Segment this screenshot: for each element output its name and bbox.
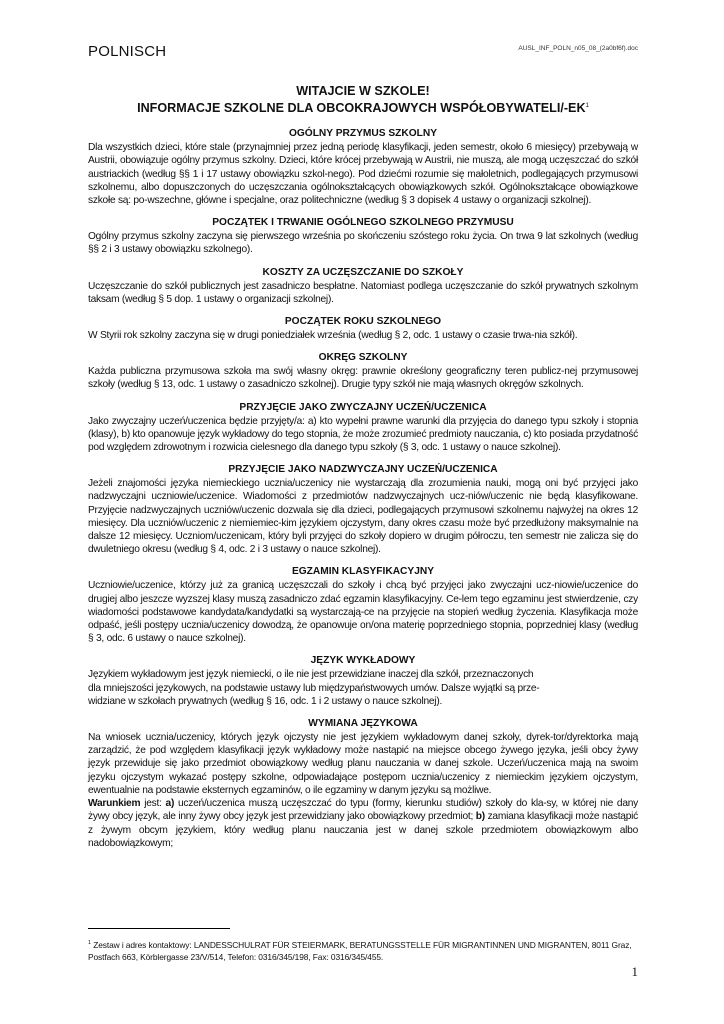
document-body xyxy=(88,84,638,850)
section-heading: POCZĄTEK I TRWANIE OGÓLNEGO SZKOLNEGO PRZYMUSU xyxy=(212,217,514,229)
conditions-label: Warunkiem xyxy=(88,798,141,810)
section-extraordinary-student xyxy=(88,463,638,556)
section-start-and-duration xyxy=(88,216,638,256)
section-line: dla mniejszości językowych, na podstawie ustawy lub międzypaństwowych umów. Dalsze wyjątki są prze- xyxy=(88,682,540,694)
section-school-district xyxy=(88,351,638,391)
section-text: Każda publiczna przymusowa szkoła ma swój własny okręg: prawnie określony geograficzny teren publicz-nej przymusowej szkoły (według § 13, odc. 1 ustawy o zasadniczo szkolnej). Drugie typy szkół nie mają własnych okręgów szkolnych. xyxy=(88,366,638,391)
section-heading: OGÓLNY PRZYMUS SZKOLNY xyxy=(288,128,438,140)
section-heading: JĘZYK WYKŁADOWY xyxy=(310,655,416,667)
section-line: widziane w szkołach prywatnych (według § 16, odc. 1 i 2 ustawy o nauce szkolnej). xyxy=(88,695,443,707)
condition-b-label: b) xyxy=(475,811,485,823)
section-language-of-instruction xyxy=(88,654,638,708)
footnote-line-2: Postfach 663, Körblergasse 23/V/514, Telefon: 0316/345/198, Fax: 0316/345/455. xyxy=(88,952,384,963)
footnote-marker: 1 xyxy=(88,940,91,946)
section-language-exchange xyxy=(88,717,638,850)
footnote-line-1 xyxy=(88,937,638,951)
section-heading: KOSZTY ZA UCZĘSZCZANIE DO SZKOŁY xyxy=(262,266,464,278)
title-line-1: WITAJCIE W SZKOLE! xyxy=(296,84,430,98)
section-line: Językiem wykładowym jest język niemiecki, o ile nie jest przewidziane inaczej dla szkół, przeznaczonych xyxy=(88,669,534,681)
section-text: Jeżeli znajomości języka niemieckiego ucznia/uczenicy nie wystarczają dla zrozumienia nauki, mogą oni być przyjęci jako nadzwyczajni uczniowie/uczenice. Wiadomości z przedmiotów nadzwyczajnych ucz-niów/uczenic nie będą klasyfikowane. Przyjęcie nadzwyczajnych uczniów/uczenic dozwala się dla dzieci, podlegających przymusowi szkolnemu najwyżej na okres 12 miesięcy. Dla uczniów/uczenic z niemiemiec-kim językiem ojczystym, dany okres czasu może być przedłużony maksymalnie na dalsze 12 miesięcy. Uczniom/uczenicam, który byli przyjęci do szkoły dopiero w drugim półroczu, ten semestr nie zalicza się do dwuletniego okresu (według § 4, odc. 2 i 3 ustawy o nauce szkolnej). xyxy=(88,478,638,556)
section-heading: WYMIANA JĘZYKOWA xyxy=(308,718,418,730)
title-line-2 xyxy=(88,99,638,116)
condition-a-text: uczeń/uczenica muszą uczęszczać do typu (formy, kierunku studiów) szkoły do kla-sy, w której nie dany żywy obcy język, ale inny żywy obcy język jest przewidziany jako obowiązkowy przedmiot; xyxy=(88,798,638,823)
title-line-2-text: INFORMACJE SZKOLNE DLA OBCOKRAJOWYCH WSPÓŁOBYWATELI/-EK xyxy=(137,101,586,116)
section-costs xyxy=(88,266,638,306)
section-text: Uczęszczanie do szkół publicznych jest zasadniczo bespłatne. Natomiast podlega uczęszczanie do szkół prywatnych szkolnym taksam (według § 5 dop. 1 ustawy o organizacji szkolnej). xyxy=(88,280,638,305)
section-text: Ogólny przymus szkolny zaczyna się pierwszego września po skończeniu szóstego roku życia. On trwa 9 lat szkolnych (według §§ 2 i 3 ustawy obowiązku szkolnego). xyxy=(88,231,638,256)
section-heading: PRZYJĘCIE JAKO NADZWYCZAJNY UCZEŃ/UCZENICA xyxy=(228,464,498,476)
page-number: 1 xyxy=(631,964,638,979)
section-text: Na wniosek ucznia/uczenicy, których język ojczysty nie jest językiem wykładowym danej szkoły, dyrek-tor/dyrektorka mają zarządzić, że pod względem klasyfikacji język wykładowy może nastąpić na miejsce obcego żywego języka, jeśli obcy żywy język przewiduje się jako przedmiot obowiązkowy według planu nauczania w danej szkole. Uczeń/uczenica mają na swoim języku ojczystym wykazać postępy szkolne, odpowiadające postępom ucznia/uczenicy z niemieckim językiem ojczystym, ewentualnie na podstawie eksternych egzaminów, o ile egzaminy w danym języku są możliwe. xyxy=(88,732,638,796)
section-heading: OKRĘG SZKOLNY xyxy=(318,352,408,364)
section-text: Jako zwyczajny uczeń/uczenica będzie przyjęty/a: a) kto wypełni prawne warunki dla przyjęcia do danego typu szkoły i stopnia (klasy), b) kto opanowuje język wykładowy do tego stopnia, że może zrozumieć predmioty nauczania, c) kto posiada przydatność pod względem zdrowotnym i rozwicia cielesnego dla danego typu szkoły (§ 3, odc. 1 ustawy o nauce szkolnej). xyxy=(88,415,638,454)
section-classification-exam xyxy=(88,565,638,645)
footnote-text-1: Zestaw i adres kontaktowy: LANDESSCHULRAT FÜR STEIERMARK, BERATUNGSSTELLE FÜR MIGRANTINNEN UND MIGRANTEN, 8011 Graz, xyxy=(90,939,632,950)
section-text: W Styrii rok szkolny zaczyna się w drugi poniedziałek września (według § 2, odc. 1 ustawy o czasie trwa-nia szkół). xyxy=(88,330,578,342)
section-text: Uczniowie/uczenice, którzy już za granicą uczęszczali do szkoły i chcą być przyjęci jako zwyczajni ucz-niowie/uczenice do drugiej albo jeszcze wyzszej klasy muszą zasadniczo zdać egzamin klasyfikacyjny. Ce-lem tego egzaminu jest stwierdzenie, czy wiadomości podstawowe kandydata/kandydatki są wystarczają-ce na przyjęcie na stopień według życzenia. Klasyfikacja może odpaść, jeśli postępy ucznia/uczenicy dowodzą, że opanowuje on/ona materię poprzedniego stopnia, poprzedniej klasy (według § 3, odc. 6 ustawy o nauce szkolnej). xyxy=(88,580,638,645)
section-heading: POCZĄTEK ROKU SZKOLNEGO xyxy=(284,316,442,328)
section-school-year-start xyxy=(88,315,638,342)
document-id: AUSL_INF_POLN_n05_08_(2a0bf6f).doc xyxy=(518,45,638,52)
condition-b-text: zamiana klasyfikacji może nastąpić z żywym obcym językiem, który według planu nauczania jest w danej szkole przedmiotem obowiązkowym albo nadobowiązkowym; xyxy=(88,811,638,849)
footnote-reference[interactable]: 1 xyxy=(585,103,589,109)
conditions-intro: jest: xyxy=(140,798,166,810)
footnote-divider xyxy=(88,928,230,929)
condition-a-label: a) xyxy=(165,798,175,810)
section-text: Dla wszystkich dzieci, które stale (przynajmniej przez jedną periodę klasyfikacji, jeden semestr, około 6 miesięcy) przebywają w Austrii, obowiązuje ogólny przymus szkolny. Dzieci, które krócej przebywają w Austrii, nie muszą, ale mogą uczęszczać do szkół austriackich (według §§ 1 i 17 ustawy obowiązku szkol-nego). Pod dziećmi rozumie się małoletnich, podlegających przymusowi szkolnemu, albo dopuszczonych do uczęszczania ogólnokształcących obowiązkowych szkół. Ogólnokształcące obowiązkowe szkołe są: po-wszechne, główne i specjalne, oraz politechniczne (według § 3 dopisek 4 ustawy o organizacji szkolnej). xyxy=(88,142,638,206)
conditions-paragraph xyxy=(88,797,638,850)
language-label: POLNISCH xyxy=(88,43,167,60)
section-regular-student xyxy=(88,401,638,455)
footnote xyxy=(88,937,638,964)
section-heading: EGZAMIN KLASYFIKACYJNY xyxy=(291,566,435,578)
section-compulsory-schooling xyxy=(88,127,638,207)
section-heading: PRZYJĘCIE JAKO ZWYCZAJNY UCZEŃ/UCZENICA xyxy=(239,401,487,413)
